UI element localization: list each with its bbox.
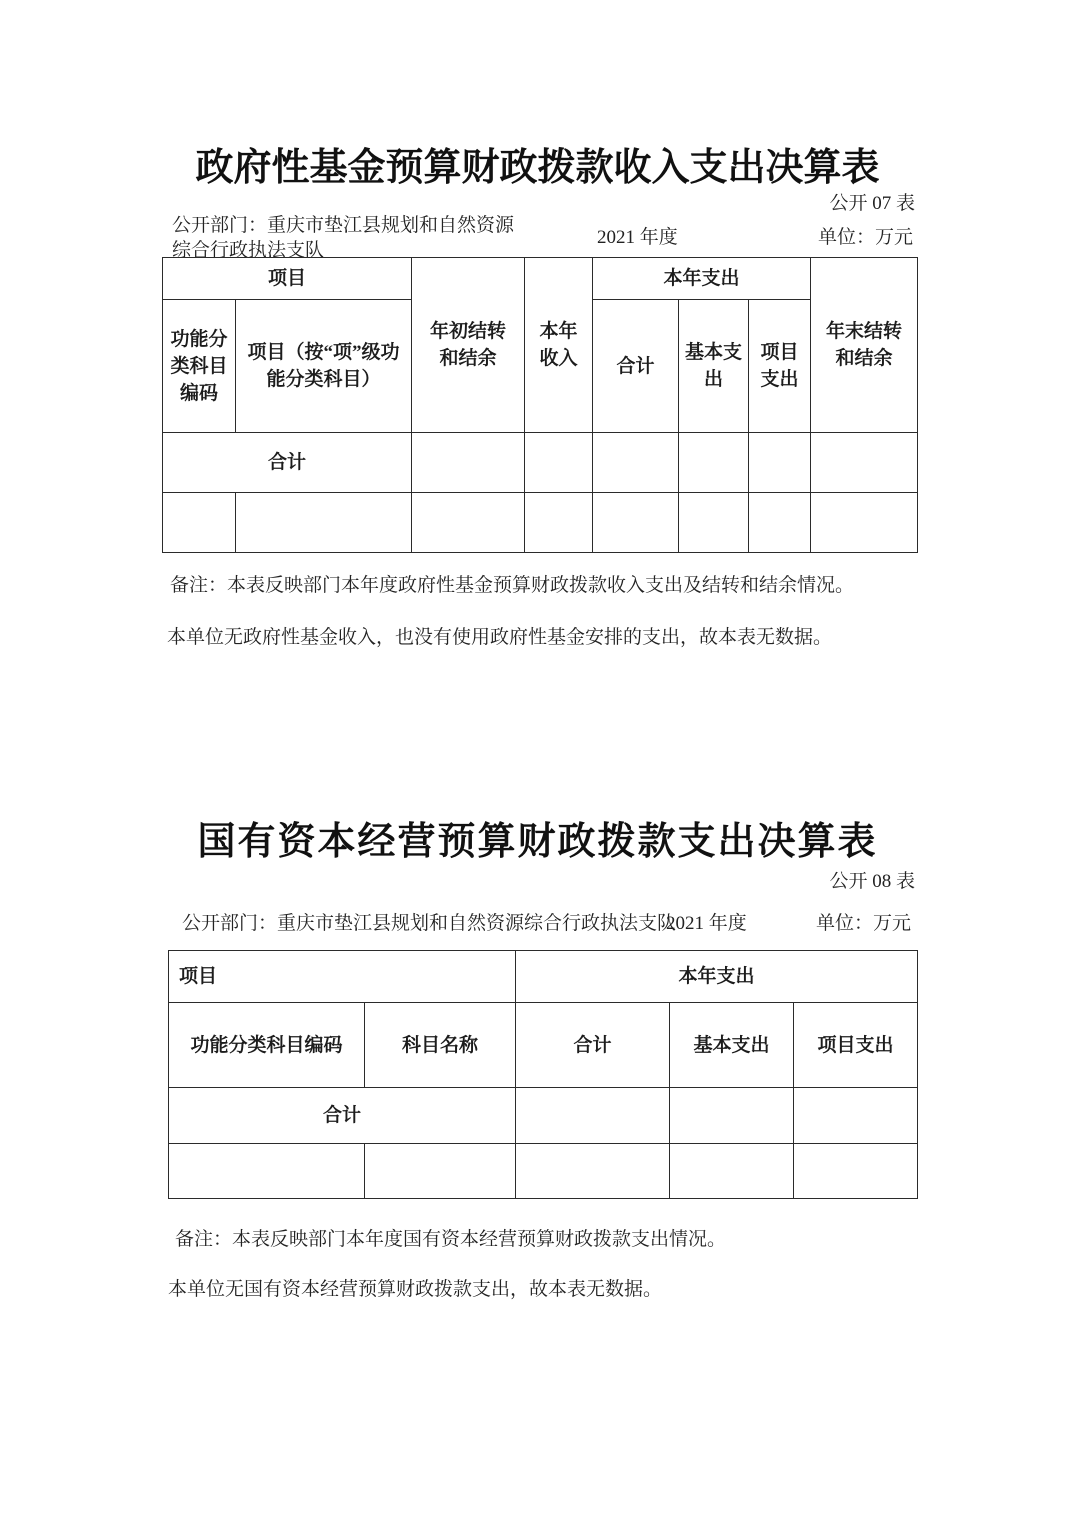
t1-empty-cell	[412, 433, 525, 493]
t1-empty-cell	[412, 493, 525, 553]
t1-header-function-code: 功能分类科目编码	[163, 300, 236, 433]
t2-header-function-code: 功能分类科目编码	[169, 1003, 365, 1088]
t1-empty-cell	[811, 433, 918, 493]
state-capital-table-code: 公开 08 表	[829, 871, 915, 892]
t1-header-project-group: 项目	[163, 258, 412, 300]
t1-empty-cell	[749, 493, 811, 553]
gov-fund-department: 公开部门：重庆市垫江县规划和自然资源综合行政执法支队	[172, 215, 515, 261]
gov-fund-note-remark: 备注：本表反映部门本年度政府性基金预算财政拨款收入支出及结转和结余情况。	[170, 575, 855, 596]
state-capital-note-nodata: 本单位无国有资本经营预算财政拨款支出，故本表无数据。	[168, 1279, 663, 1300]
gov-fund-table-code: 公开 07 表	[829, 193, 915, 214]
t1-total-label: 合计	[163, 433, 412, 493]
state-capital-table	[168, 950, 918, 1199]
t2-empty-cell	[794, 1088, 918, 1144]
state-capital-note-remark: 备注：本表反映部门本年度国有资本经营预算财政拨款支出情况。	[175, 1229, 727, 1250]
t2-empty-cell	[516, 1144, 670, 1199]
state-capital-table-title: 国有资本经营预算财政拨款支出决算表	[197, 821, 878, 863]
t2-empty-cell	[516, 1088, 670, 1144]
t1-empty-cell	[811, 493, 918, 553]
gov-fund-note-nodata: 本单位无政府性基金收入，也没有使用政府性基金安排的支出，故本表无数据。	[167, 627, 833, 648]
t1-empty-cell	[593, 493, 679, 553]
t2-blank-row	[169, 1144, 918, 1199]
state-capital-year: 2021 年度	[666, 913, 747, 934]
t1-empty-cell	[525, 433, 593, 493]
gov-fund-table-title: 政府性基金预算财政拨款收入支出决算表	[195, 147, 880, 189]
t1-header-total: 合计	[593, 300, 679, 433]
t2-total-label: 合计	[169, 1088, 516, 1144]
t1-empty-cell	[679, 493, 749, 553]
gov-fund-year: 2021 年度	[597, 227, 678, 248]
t1-empty-cell	[679, 433, 749, 493]
gov-fund-table	[162, 257, 918, 553]
t2-empty-cell	[365, 1144, 516, 1199]
t2-empty-cell	[670, 1144, 794, 1199]
t1-header-end-balance: 年末结转和结余	[811, 258, 918, 433]
t2-total-row	[169, 1088, 918, 1144]
t1-header-project-expense: 项目支出	[749, 300, 811, 433]
t1-empty-cell	[525, 493, 593, 553]
t2-header-total: 合计	[516, 1003, 670, 1088]
t1-header-year-income: 本年收入	[525, 258, 593, 433]
t1-blank-row	[163, 493, 918, 553]
state-capital-department: 公开部门：重庆市垫江县规划和自然资源综合行政执法支队	[182, 913, 677, 934]
t1-total-row	[163, 433, 918, 493]
t1-header-year-expense-group: 本年支出	[593, 258, 811, 300]
t1-header-begin-balance: 年初结转和结余	[412, 258, 525, 433]
t2-header-project-expense: 项目支出	[794, 1003, 918, 1088]
t1-header-item: 项目（按“项”级功能分类科目）	[236, 300, 412, 433]
t1-empty-cell	[593, 433, 679, 493]
t2-header-basic-expense: 基本支出	[670, 1003, 794, 1088]
t2-empty-cell	[670, 1088, 794, 1144]
t2-header-subject-name: 科目名称	[365, 1003, 516, 1088]
t2-header-project-group: 项目	[169, 951, 516, 1003]
t2-header-year-expense-group: 本年支出	[516, 951, 918, 1003]
state-capital-unit: 单位：万元	[816, 913, 912, 934]
t1-empty-cell	[749, 433, 811, 493]
t1-empty-cell	[163, 493, 236, 553]
t2-empty-cell	[169, 1144, 365, 1199]
t2-empty-cell	[794, 1144, 918, 1199]
t1-empty-cell	[236, 493, 412, 553]
t1-header-basic-expense: 基本支出	[679, 300, 749, 433]
gov-fund-unit: 单位：万元	[818, 227, 914, 248]
